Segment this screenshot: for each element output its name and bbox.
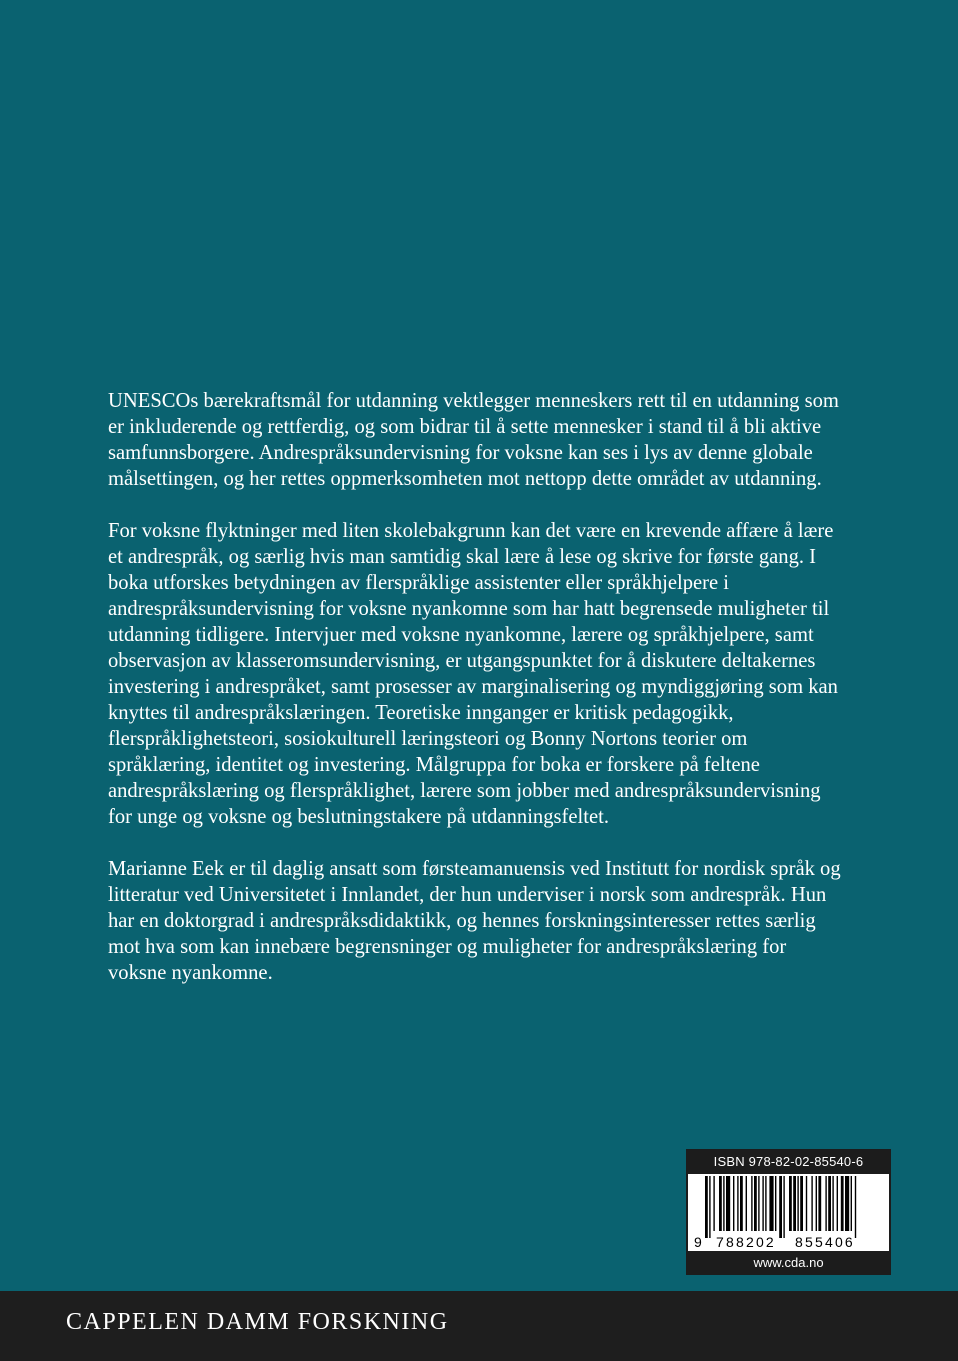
barcode-bar <box>832 1176 833 1231</box>
barcode-bar <box>723 1176 724 1231</box>
barcode-bar <box>841 1176 844 1231</box>
barcode <box>688 1174 889 1251</box>
barcode-bar <box>828 1176 831 1231</box>
barcode-bar <box>733 1176 734 1231</box>
barcode-bar <box>758 1176 759 1231</box>
blurb-paragraph-intro: UNESCOs bærekraftsmål for utdanning vektlegger menneskers rett til en utdanning som er inkluderende og rettferdig, og som bidrar til å sette mennesker i stand til å bli aktive samfunnsborgere. Andrespråksundervisning for voksne kan ses i lys av denne globale målsettingen, og her rettes oppmerksomheten mot nettopp dette området av utdanning. <box>108 390 839 490</box>
barcode-bar <box>800 1176 803 1231</box>
barcode-bar <box>797 1176 798 1231</box>
barcode-bar <box>765 1176 766 1231</box>
barcode-bar <box>769 1176 773 1231</box>
barcode-bar <box>816 1176 817 1231</box>
barcode-bar <box>762 1176 763 1231</box>
barcode-bar <box>740 1176 743 1231</box>
barcode-bar <box>855 1176 856 1238</box>
barcode-bar <box>825 1176 826 1231</box>
barcode-left-digits: 788202 <box>716 1234 776 1250</box>
barcode-bar <box>746 1176 747 1231</box>
barcode-bar <box>737 1176 738 1231</box>
barcode-bar <box>783 1176 784 1238</box>
barcode-bar <box>845 1176 849 1231</box>
barcode-bar <box>789 1176 792 1231</box>
barcode-bar <box>806 1176 807 1231</box>
barcode-bar <box>779 1176 782 1238</box>
barcode-bar <box>719 1176 722 1231</box>
barcode-bar <box>705 1176 708 1238</box>
barcode-bar <box>754 1176 757 1231</box>
barcode-bar <box>837 1176 838 1231</box>
publisher-logo: CAPPELEN DAMM FORSKNING <box>66 1309 449 1335</box>
barcode-first-digit: 9 <box>694 1234 702 1250</box>
blurb-paragraph-author: Marianne Eek er til daglig ansatt som førsteamanuensis ved Institutt for nordisk språk og litteratur ved Universitetet i Innlandet, der hun underviser i norsk som andrespråk. Hun har en doktorgrad i andrespråksdidaktikk, og hennes forskningsinteresser rettes særlig mot hva som kan innebære begrensninger og muligheter for andrespråkslæring for voksne nyankomne. <box>108 858 841 984</box>
isbn-barcode-block <box>686 1149 891 1275</box>
barcode-bar <box>709 1176 710 1238</box>
barcode-bar <box>751 1176 752 1231</box>
barcode-bar <box>726 1176 730 1231</box>
barcode-right-digits: 855406 <box>795 1234 855 1250</box>
publisher-footer <box>0 1291 958 1361</box>
barcode-bar <box>851 1176 852 1231</box>
barcode-bar <box>713 1176 714 1231</box>
website-link[interactable]: www.cda.no <box>753 1255 824 1270</box>
barcode-bar <box>818 1176 821 1231</box>
back-cover-blurb <box>108 388 848 1012</box>
barcode-bar <box>811 1176 812 1231</box>
barcode-bar <box>775 1176 776 1231</box>
isbn-label: ISBN 978-82-02-85540-6 <box>713 1154 864 1169</box>
barcode-graphic <box>688 1174 889 1251</box>
blurb-paragraph-content: For voksne flyktninger med liten skolebakgrunn kan det være en krevende affære å lære et andrespråk, og særlig hvis man samtidig skal lære å lese og skrive for første gang. I boka utforskes betydningen av flerspråklige assistenter eller språkhjelpere i andrespråksundervisning for voksne nyankomne som har hatt begrensede muligheter til utdanning tidligere. Intervjuer med voksne nyankomne, lærere og språkhjelpere, samt observasjon av klasseromsundervisning, er utgangspunktet for å diskutere deltakernes investering i andrespråket, samt prosesser av marginalisering og myndiggjøring som kan knyttes til andrespråkslæringen. Teoretiske innganger er kritisk pedagogikk, flerspråklighetsteori, sosiokulturell læringsteori og Bonny Nortons teorier om språklæring, identitet og investering. Målgruppa for boka er forskere på feltene andrespråkslæring og flerspråklighet, lærere som jobber med andrespråksundervisning for unge og voksne og beslutningstakere på utdanningsfeltet. <box>108 520 838 828</box>
barcode-bar <box>793 1176 796 1231</box>
